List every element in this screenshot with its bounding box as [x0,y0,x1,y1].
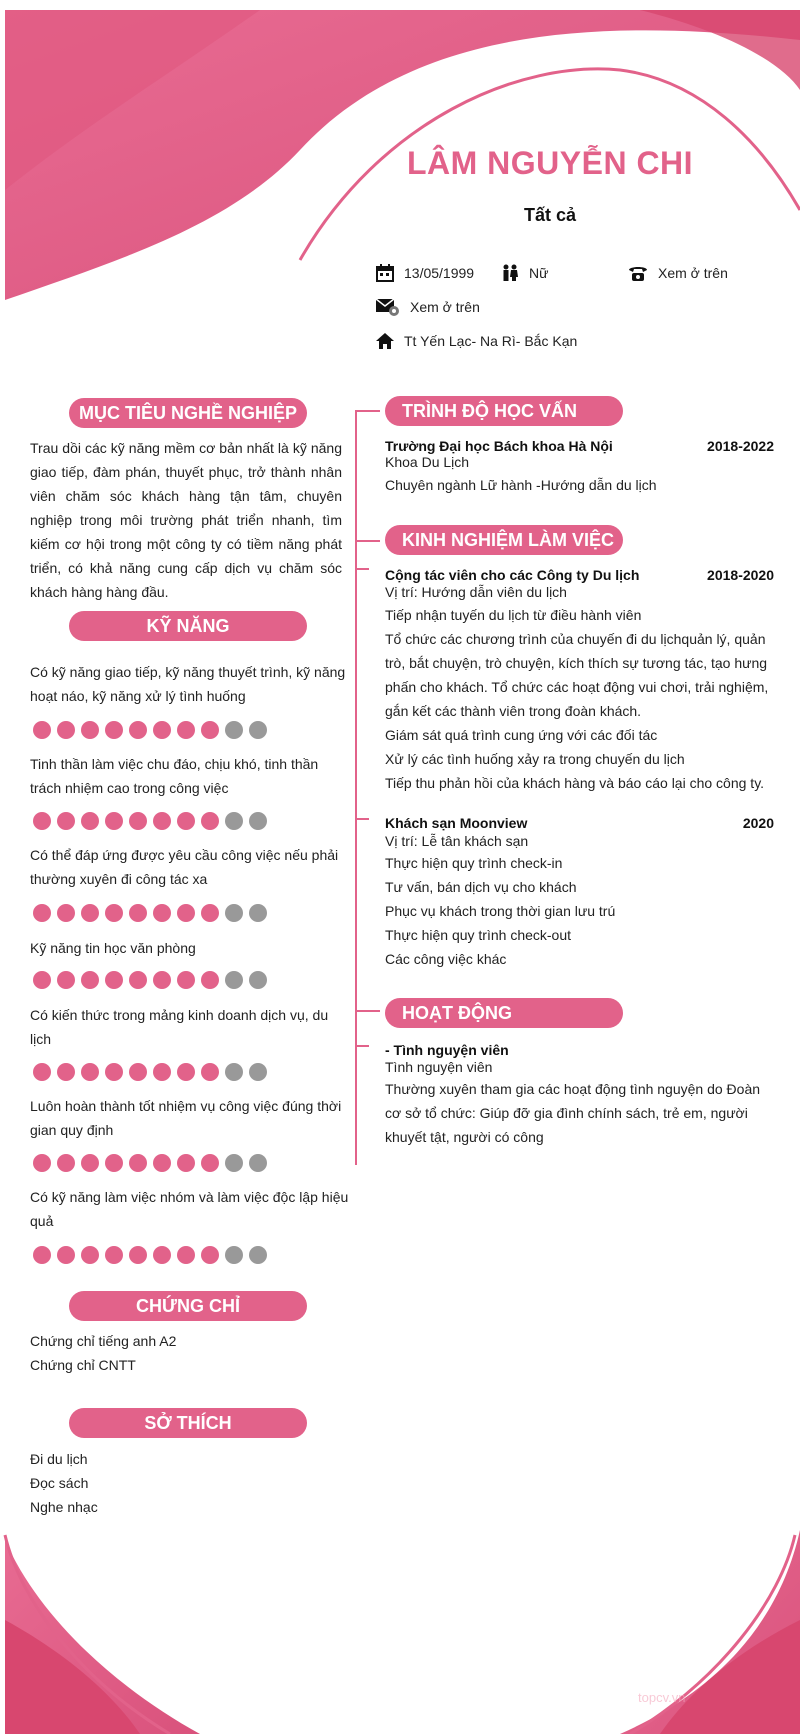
email-row [376,298,480,316]
rating-dot-empty [225,812,243,830]
rating-dot-filled [105,1246,123,1264]
address-row [376,333,577,349]
rating-dot-filled [177,971,195,989]
rating-dot-filled [201,1063,219,1081]
rating-dot-empty [225,971,243,989]
rating-dot-filled [81,971,99,989]
rating-dot-filled [105,721,123,739]
job-duties [385,851,775,971]
rating-dot-filled [33,1154,51,1172]
skill-rating [33,1246,267,1264]
certificate-item: Chứng chỉ CNTT [30,1357,136,1373]
rating-dot-filled [57,971,75,989]
address-value: Tt Yến Lạc- Na Rì- Bắc Kạn [404,333,578,349]
education-heading: TRÌNH ĐỘ HỌC VẤN [385,396,623,426]
rating-dot-filled [33,1246,51,1264]
rating-dot-empty [249,721,267,739]
birthday-row [376,264,474,282]
skill-text: Có kiến thức trong mảng kinh doanh dịch vụ, du lịch [30,1007,329,1047]
rating-dot-filled [129,1154,147,1172]
rating-dot-filled [153,1063,171,1081]
rating-dot-filled [57,904,75,922]
rating-dot-filled [201,1154,219,1172]
skill-rating [33,971,267,989]
rating-dot-filled [129,1063,147,1081]
hobbies-list [30,1447,342,1519]
job-date: 2020 [742,815,774,831]
job-duties [385,603,775,795]
skill-text: Kỹ năng tin học văn phòng [30,940,196,956]
rating-dot-filled [33,971,51,989]
phone-icon [628,264,648,282]
email-icon [376,298,400,316]
timeline-tick [355,1010,380,1012]
rating-dot-empty [249,904,267,922]
rating-dot-filled [153,812,171,830]
rating-dot-filled [177,1246,195,1264]
skill-text: Có kỹ năng làm việc nhóm và làm việc độc lập hiệu quả [30,1189,349,1229]
rating-dot-empty [225,1063,243,1081]
skill-rating [33,812,267,830]
job-duty: Tổ chức các chương trình của chuyến đi du lịchquản lý, quản trò, bắt chuyện, trò chuyện, kích thích sự tương tác, tạo hưng phấn cho khách. Tổ chức các hoạt động vui chơi, trải nghiệm, gắn kết các thành viên trong đoàn khách. [385,631,769,719]
rating-dot-filled [201,904,219,922]
rating-dot-filled [57,812,75,830]
calendar-icon [376,264,394,282]
rating-dot-filled [57,1154,75,1172]
rating-dot-filled [81,812,99,830]
hobby-item: Đi du lịch [30,1451,88,1467]
rating-dot-empty [249,1063,267,1081]
rating-dot-filled [177,721,195,739]
rating-dot-filled [201,721,219,739]
rating-dot-filled [153,971,171,989]
rating-dot-filled [33,721,51,739]
rating-dot-filled [153,1246,171,1264]
home-icon [376,333,394,349]
rating-dot-empty [225,904,243,922]
skill-rating [33,1154,267,1172]
watermark: topcv.vn [638,1690,686,1705]
candidate-name: LÂM NGUYỄN CHI [406,145,694,181]
skill-rating [33,721,267,739]
timeline-tick [355,568,369,570]
job-duty: Tư vấn, bán dịch vụ cho khách [385,879,577,895]
rating-dot-filled [33,904,51,922]
rating-dot-empty [249,971,267,989]
rating-dot-filled [177,812,195,830]
rating-dot-filled [129,971,147,989]
hobby-item: Đọc sách [30,1475,89,1491]
job-date: 2018-2020 [707,567,774,583]
education-school: Trường Đại học Bách khoa Hà Nội [385,438,613,454]
certificate-item: Chứng chỉ tiếng anh A2 [30,1333,177,1349]
rating-dot-filled [33,812,51,830]
rating-dot-filled [177,904,195,922]
rating-dot-filled [105,904,123,922]
job-duty: Tiếp thu phản hồi của khách hàng và báo cáo lại cho công ty. [385,775,765,791]
rating-dot-filled [81,1063,99,1081]
job-duty: Thực hiện quy trình check-in [385,855,563,871]
rating-dot-filled [153,904,171,922]
gender-icon [501,264,519,282]
timeline-tick [355,1045,369,1047]
hobbies-heading: SỞ THÍCH [69,1408,307,1438]
skill-text: Luôn hoàn thành tốt nhiệm vụ công việc đúng thời gian quy định [30,1098,342,1138]
rating-dot-filled [177,1063,195,1081]
skill-text: Có thể đáp ứng được yêu cầu công việc nếu phải thường xuyên đi công tác xa [30,847,339,887]
rating-dot-filled [33,1063,51,1081]
rating-dot-filled [129,1246,147,1264]
job-company: Cộng tác viên cho các Công ty Du lịch [385,567,640,583]
rating-dot-filled [201,971,219,989]
job-company: Khách sạn Moonview [385,815,528,831]
education-faculty: Khoa Du Lịch [385,454,470,470]
rating-dot-filled [129,812,147,830]
objective-text: Trau dồi các kỹ năng mềm cơ bản nhất là kỹ năng giao tiếp, đàm phán, thuyết phục, trở thành nhân viên chăm sóc khách hàng tận tâm, chuyên nghiệp trong môi trường phát triển nhanh, tìm kiếm cơ hội trong một công ty có tiềm năng phát triển, có khả năng cung cấp dịch vụ chăm sóc khách hàng hàng đầu. [30,440,342,600]
education-date: 2018-2022 [707,438,774,454]
skill-rating [33,1063,267,1081]
skills-heading: KỸ NĂNG [69,611,307,641]
job-role: Vị trí: Hướng dẫn viên du lịch [385,584,567,600]
rating-dot-filled [105,1063,123,1081]
hobby-item: Nghe nhạc [30,1499,98,1515]
job-role: Vị trí: Lễ tân khách sạn [385,833,529,849]
rating-dot-empty [249,1246,267,1264]
skill-rating [33,904,267,922]
activity-name: - Tình nguyện viên [385,1042,509,1058]
birthday-value: 13/05/1999 [404,265,475,281]
job-duty: Xử lý các tình huống xảy ra trong chuyến du lịch [385,751,685,767]
timeline-tick [355,540,380,542]
job-duty: Thực hiện quy trình check-out [385,927,572,943]
rating-dot-empty [225,1154,243,1172]
gender-row [501,264,548,282]
rating-dot-empty [225,721,243,739]
skill-text: Có kỹ năng giao tiếp, kỹ năng thuyết trình, kỹ năng hoạt náo, kỹ năng xử lý tình huống [30,664,346,704]
timeline-tick [355,818,369,820]
rating-dot-filled [105,812,123,830]
job-duty: Tiếp nhận tuyến du lịch từ điều hành viên [385,607,642,623]
rating-dot-filled [105,971,123,989]
objective-heading: MỤC TIÊU NGHỀ NGHIỆP [69,398,307,428]
rating-dot-filled [81,1154,99,1172]
education-major: Chuyên ngành Lữ hành -Hướng dẫn du lịch [385,477,657,493]
rating-dot-filled [201,1246,219,1264]
rating-dot-filled [57,721,75,739]
phone-value: Xem ở trên [658,265,728,281]
rating-dot-filled [177,1154,195,1172]
job-duty: Giám sát quá trình cung ứng với các đối tác [385,727,658,743]
applied-position: Tất cả [523,205,577,225]
timeline-line [355,410,357,1165]
activity-text: Thường xuyên tham gia các hoạt động tình nguyện do Đoàn cơ sở tổ chức: Giúp đỡ gia đình chính sách, trẻ em, người khuyết tật, người có công [385,1081,761,1145]
rating-dot-filled [81,904,99,922]
activity-role: Tình nguyện viên [385,1059,493,1075]
rating-dot-filled [105,1154,123,1172]
rating-dot-filled [81,721,99,739]
rating-dot-filled [201,812,219,830]
rating-dot-filled [129,904,147,922]
job-duty: Phục vụ khách trong thời gian lưu trú [385,903,616,919]
experience-heading: KINH NGHIỆM LÀM VIỆC [385,525,623,555]
job-duty: Các công việc khác [385,951,507,967]
rating-dot-filled [57,1246,75,1264]
gender-value: Nữ [529,265,549,281]
rating-dot-filled [129,721,147,739]
rating-dot-filled [81,1246,99,1264]
rating-dot-empty [249,812,267,830]
rating-dot-filled [153,1154,171,1172]
email-value: Xem ở trên [410,299,480,315]
skill-text: Tinh thần làm việc chu đáo, chịu khó, tinh thần trách nhiệm cao trong công việc [30,756,319,796]
certificates-heading: CHỨNG CHỈ [69,1291,307,1321]
certificates-list [30,1329,342,1377]
phone-row [628,264,728,282]
rating-dot-empty [249,1154,267,1172]
rating-dot-empty [225,1246,243,1264]
timeline-tick [355,410,380,412]
rating-dot-filled [153,721,171,739]
rating-dot-filled [57,1063,75,1081]
activities-heading: HOẠT ĐỘNG [385,998,623,1028]
